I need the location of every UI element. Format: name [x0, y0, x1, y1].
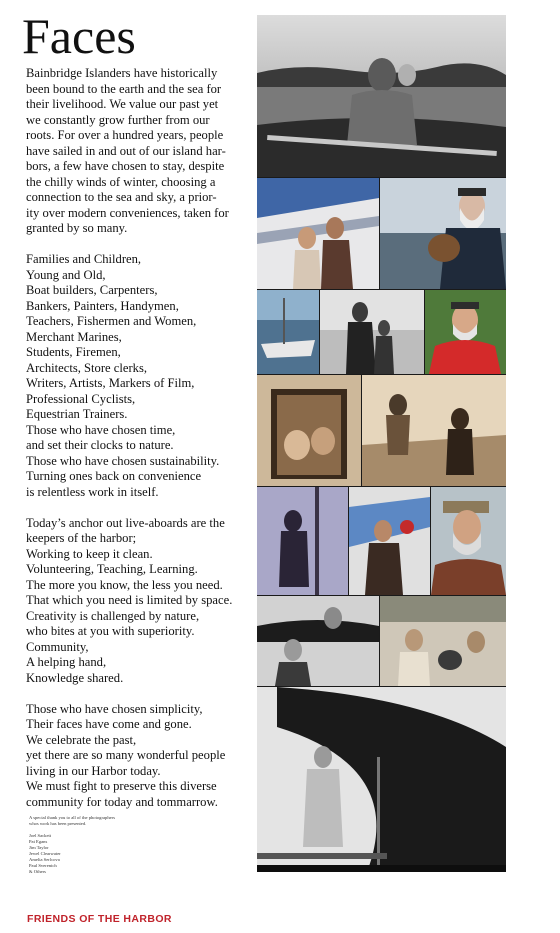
credits-name: Pat Egans	[29, 839, 48, 844]
anchor-line: who bites at you with superiority.	[26, 624, 195, 638]
anchor-line: Knowledge shared.	[26, 670, 124, 685]
anchor-line: Working to keep it clean.	[26, 546, 153, 561]
photo-silhouette-at-mast	[257, 487, 348, 595]
credits-name: & Others	[29, 869, 46, 874]
credits-thanks-line: whos work has been presented.	[29, 821, 87, 826]
anchor-line: Volunteering, Teaching, Learning.	[26, 562, 198, 576]
intro-line: connection to the sea and sky, a prior-	[26, 190, 217, 204]
intro-line: the chilly winds of winter, choosing a	[26, 174, 216, 189]
list-line: Teachers, Fishermen and Women,	[26, 314, 197, 328]
photo-credits	[29, 815, 149, 875]
footer-brand: FRIENDS OF THE HARBOR	[27, 913, 172, 925]
intro-paragraph	[26, 66, 258, 237]
closing-paragraph	[26, 702, 258, 811]
intro-line: ity over modern conveniences, taken for	[26, 205, 229, 220]
intro-line: been bound to the earth and the sea for	[26, 81, 222, 96]
photo-man-with-flowers	[349, 487, 430, 595]
intro-line: Bainbridge Islanders have historically	[26, 66, 218, 80]
photo-collage	[257, 15, 506, 872]
credits-name: Joel Sackett	[29, 833, 52, 838]
list-line: Those who have chosen time,	[26, 422, 176, 437]
photo-men-on-deck	[257, 596, 379, 686]
photo-kids-on-deck	[362, 375, 506, 486]
credits-name: Jewel Clearwater	[29, 851, 61, 856]
list-line: and set their clocks to nature.	[26, 438, 174, 452]
list-line: Those who have chosen sustainability.	[26, 453, 220, 468]
credits-name: Jim Taylor	[29, 845, 49, 850]
intro-line: roots. For over a hundred years, people	[26, 128, 224, 142]
intro-line: bors, a few have chosen to stay, despite	[26, 159, 225, 173]
list-line: Families and Children,	[26, 252, 142, 266]
list-line: is relentless work in itself.	[26, 484, 159, 499]
anchor-line: A helping hand,	[26, 655, 107, 669]
list-line: Writers, Artists, Markers of Film,	[26, 376, 195, 390]
closing-line: yet there are so many wonderful people	[26, 748, 226, 762]
list-line: Equestrian Trainers.	[26, 407, 128, 421]
list-line: Turning ones back on convenience	[26, 469, 202, 483]
closing-line: living in our Harbor today.	[26, 763, 161, 778]
anchor-line: Community,	[26, 639, 89, 654]
list-line: Young and Old,	[26, 267, 106, 282]
page-title: Faces	[22, 8, 136, 64]
intro-line: their livelihood. We value our past yet	[26, 97, 219, 111]
body-text	[26, 66, 258, 810]
anchor-line: That which you need is limited by space.	[26, 593, 233, 607]
list-line: Merchant Marines,	[26, 329, 122, 344]
credits-name: Paul Sverenich	[29, 863, 57, 868]
intro-line: have sailed in and out of our island har-	[26, 143, 226, 158]
closing-line: community for today and tommarrow.	[26, 794, 218, 809]
photo-old-man-with-dog	[380, 178, 506, 289]
list-line: Architects, Store clerks,	[26, 360, 147, 375]
closing-line: We celebrate the past,	[26, 732, 137, 747]
list-line: Boat builders, Carpenters,	[26, 283, 158, 297]
intro-line: granted by so many.	[26, 221, 128, 235]
list-line: Bankers, Painters, Handymen,	[26, 298, 179, 313]
anchor-line: The more you know, the less you need.	[26, 577, 223, 592]
credits-thanks-line: A special thank you to all of the photographers	[29, 815, 115, 820]
photo-man-in-red-jacket	[425, 290, 506, 374]
anchor-paragraph	[26, 516, 258, 687]
photo-woman-and-child	[320, 290, 424, 374]
credits-name: Amelia Serlcova	[29, 857, 60, 862]
anchor-line: keepers of the harbor;	[26, 531, 137, 545]
closing-line: Their faces have come and gone.	[26, 717, 192, 731]
closing-line: We must fight to preserve this diverse	[26, 779, 217, 793]
closing-line: Those who have chosen simplicity,	[26, 701, 203, 716]
list-line: Professional Cyclists,	[26, 391, 136, 406]
photo-bearded-man-in-hat	[431, 487, 506, 595]
photo-couple-on-boat	[257, 178, 379, 289]
intro-line: we constantly grow further from our	[26, 112, 210, 127]
photo-women-with-dog	[380, 596, 506, 686]
list-line: Students, Firemen,	[26, 345, 121, 359]
anchor-line: Creativity is challenged by nature,	[26, 608, 200, 623]
photo-harbor-boat	[257, 290, 319, 374]
photo-children-in-window	[257, 375, 361, 486]
anchor-line: Today’s anchor out live-aboards are the	[26, 515, 225, 530]
list-paragraph	[26, 252, 258, 500]
photo-rowboat	[257, 15, 506, 177]
photo-boat-builder	[257, 687, 506, 872]
